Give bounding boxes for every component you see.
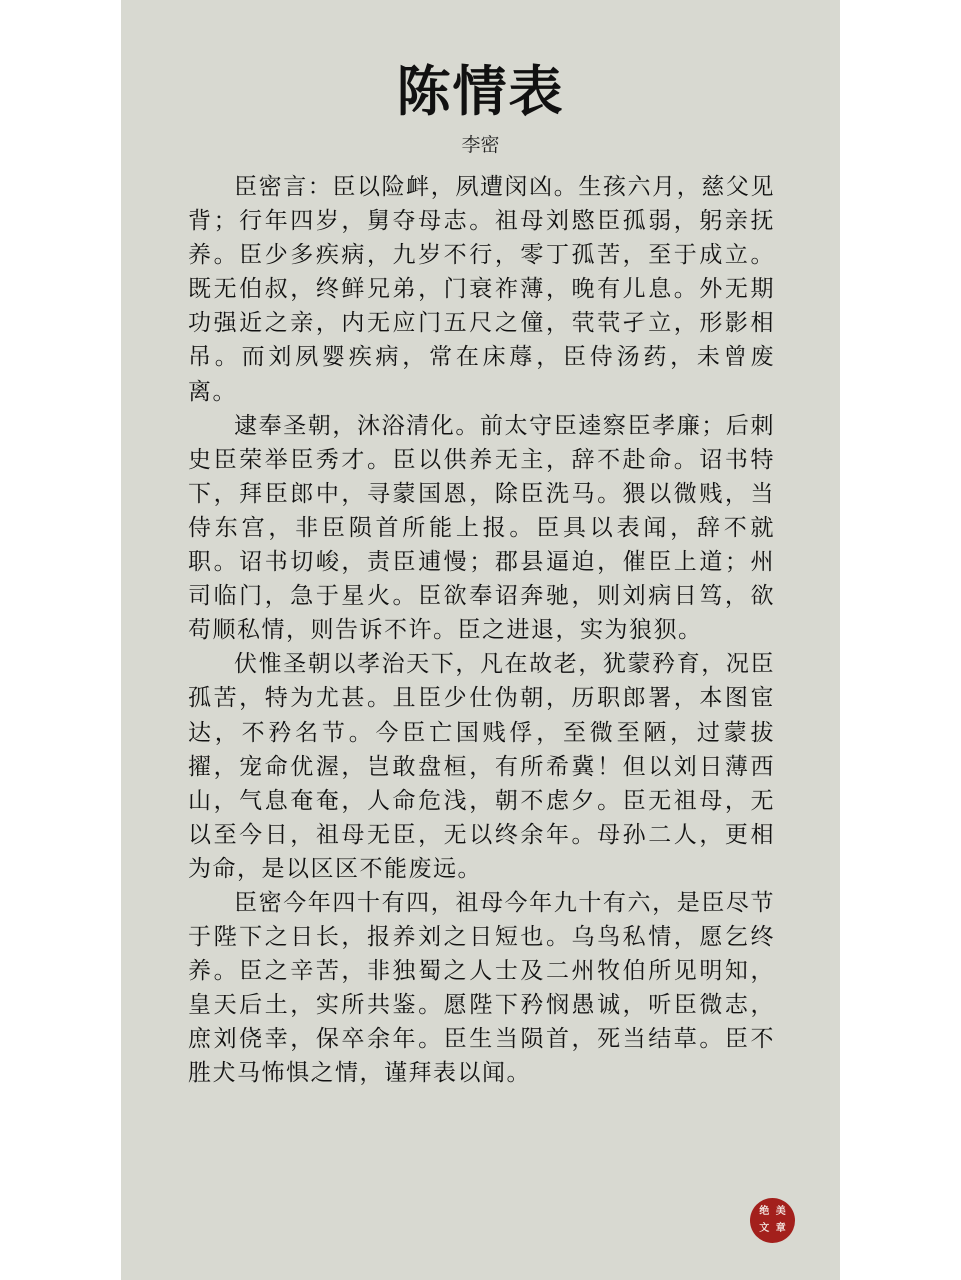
document-page: [121, 0, 840, 1280]
document-title: 陈情表: [396, 59, 565, 123]
paragraph-4: 臣密今年四十有四，祖母今年九十有六，是臣尽节于陛下之日长，报养刘之日短也。乌鸟私情，愿乞终养。臣之辛苦，非独蜀之人士及二州牧伯所见明知，皇天后土，实所共鉴。愿陛下矜悯愚诚，听臣微志，庶刘侥幸，保卒余年。臣生当陨首，死当结草。臣不胜犬马怖惧之情，谨拜表以闻。: [188, 889, 775, 1087]
seal-stamp: [750, 1198, 795, 1243]
document-body: [188, 170, 775, 1091]
seal-char: 绝: [759, 1206, 770, 1218]
seal-char: 美: [775, 1206, 786, 1218]
author-name: 李密: [461, 134, 500, 156]
paragraph-2: 逮奉圣朝，沐浴清化。前太守臣逵察臣孝廉；后刺史臣荣举臣秀才。臣以供养无主，辞不赴命。诏书特下，拜臣郎中，寻蒙国恩，除臣洗马。猥以微贱，当侍东宫，非臣陨首所能上报。臣具以表闻，辞不就职。诏书切峻，责臣逋慢；郡县逼迫，催臣上道；州司临门，急于星火。臣欲奉诏奔驰，则刘病日笃，欲苟顺私情，则告诉不许。臣之进退，实为狼狈。: [188, 412, 775, 644]
paragraph-3: 伏惟圣朝以孝治天下，凡在故老，犹蒙矜育，况臣孤苦，特为尤甚。且臣少仕伪朝，历职郎署，本图宦达，不矜名节。今臣亡国贱俘，至微至陋，过蒙拔擢，宠命优渥，岂敢盘桓，有所希冀！但以刘日薄西山，气息奄奄，人命危浅，朝不虑夕。臣无祖母，无以至今日，祖母无臣，无以终余年。母孙二人，更相为命，是以区区不能废远。: [188, 651, 775, 882]
seal-char: 文: [759, 1222, 770, 1234]
paragraph-1: 臣密言：臣以险衅，夙遭闵凶。生孩六月，慈父见背；行年四岁，舅夺母志。祖母刘愍臣孤弱，躬亲抚养。臣少多疾病，九岁不行，零丁孤苦，至于成立。既无伯叔，终鲜兄弟，门衰祚薄，晚有儿息。外无期功强近之亲，内无应门五尺之僮，茕茕孑立，形影相吊。而刘夙婴疾病，常在床蓐，臣侍汤药，未曾废离。: [188, 174, 775, 405]
seal-char: 章: [775, 1222, 786, 1234]
